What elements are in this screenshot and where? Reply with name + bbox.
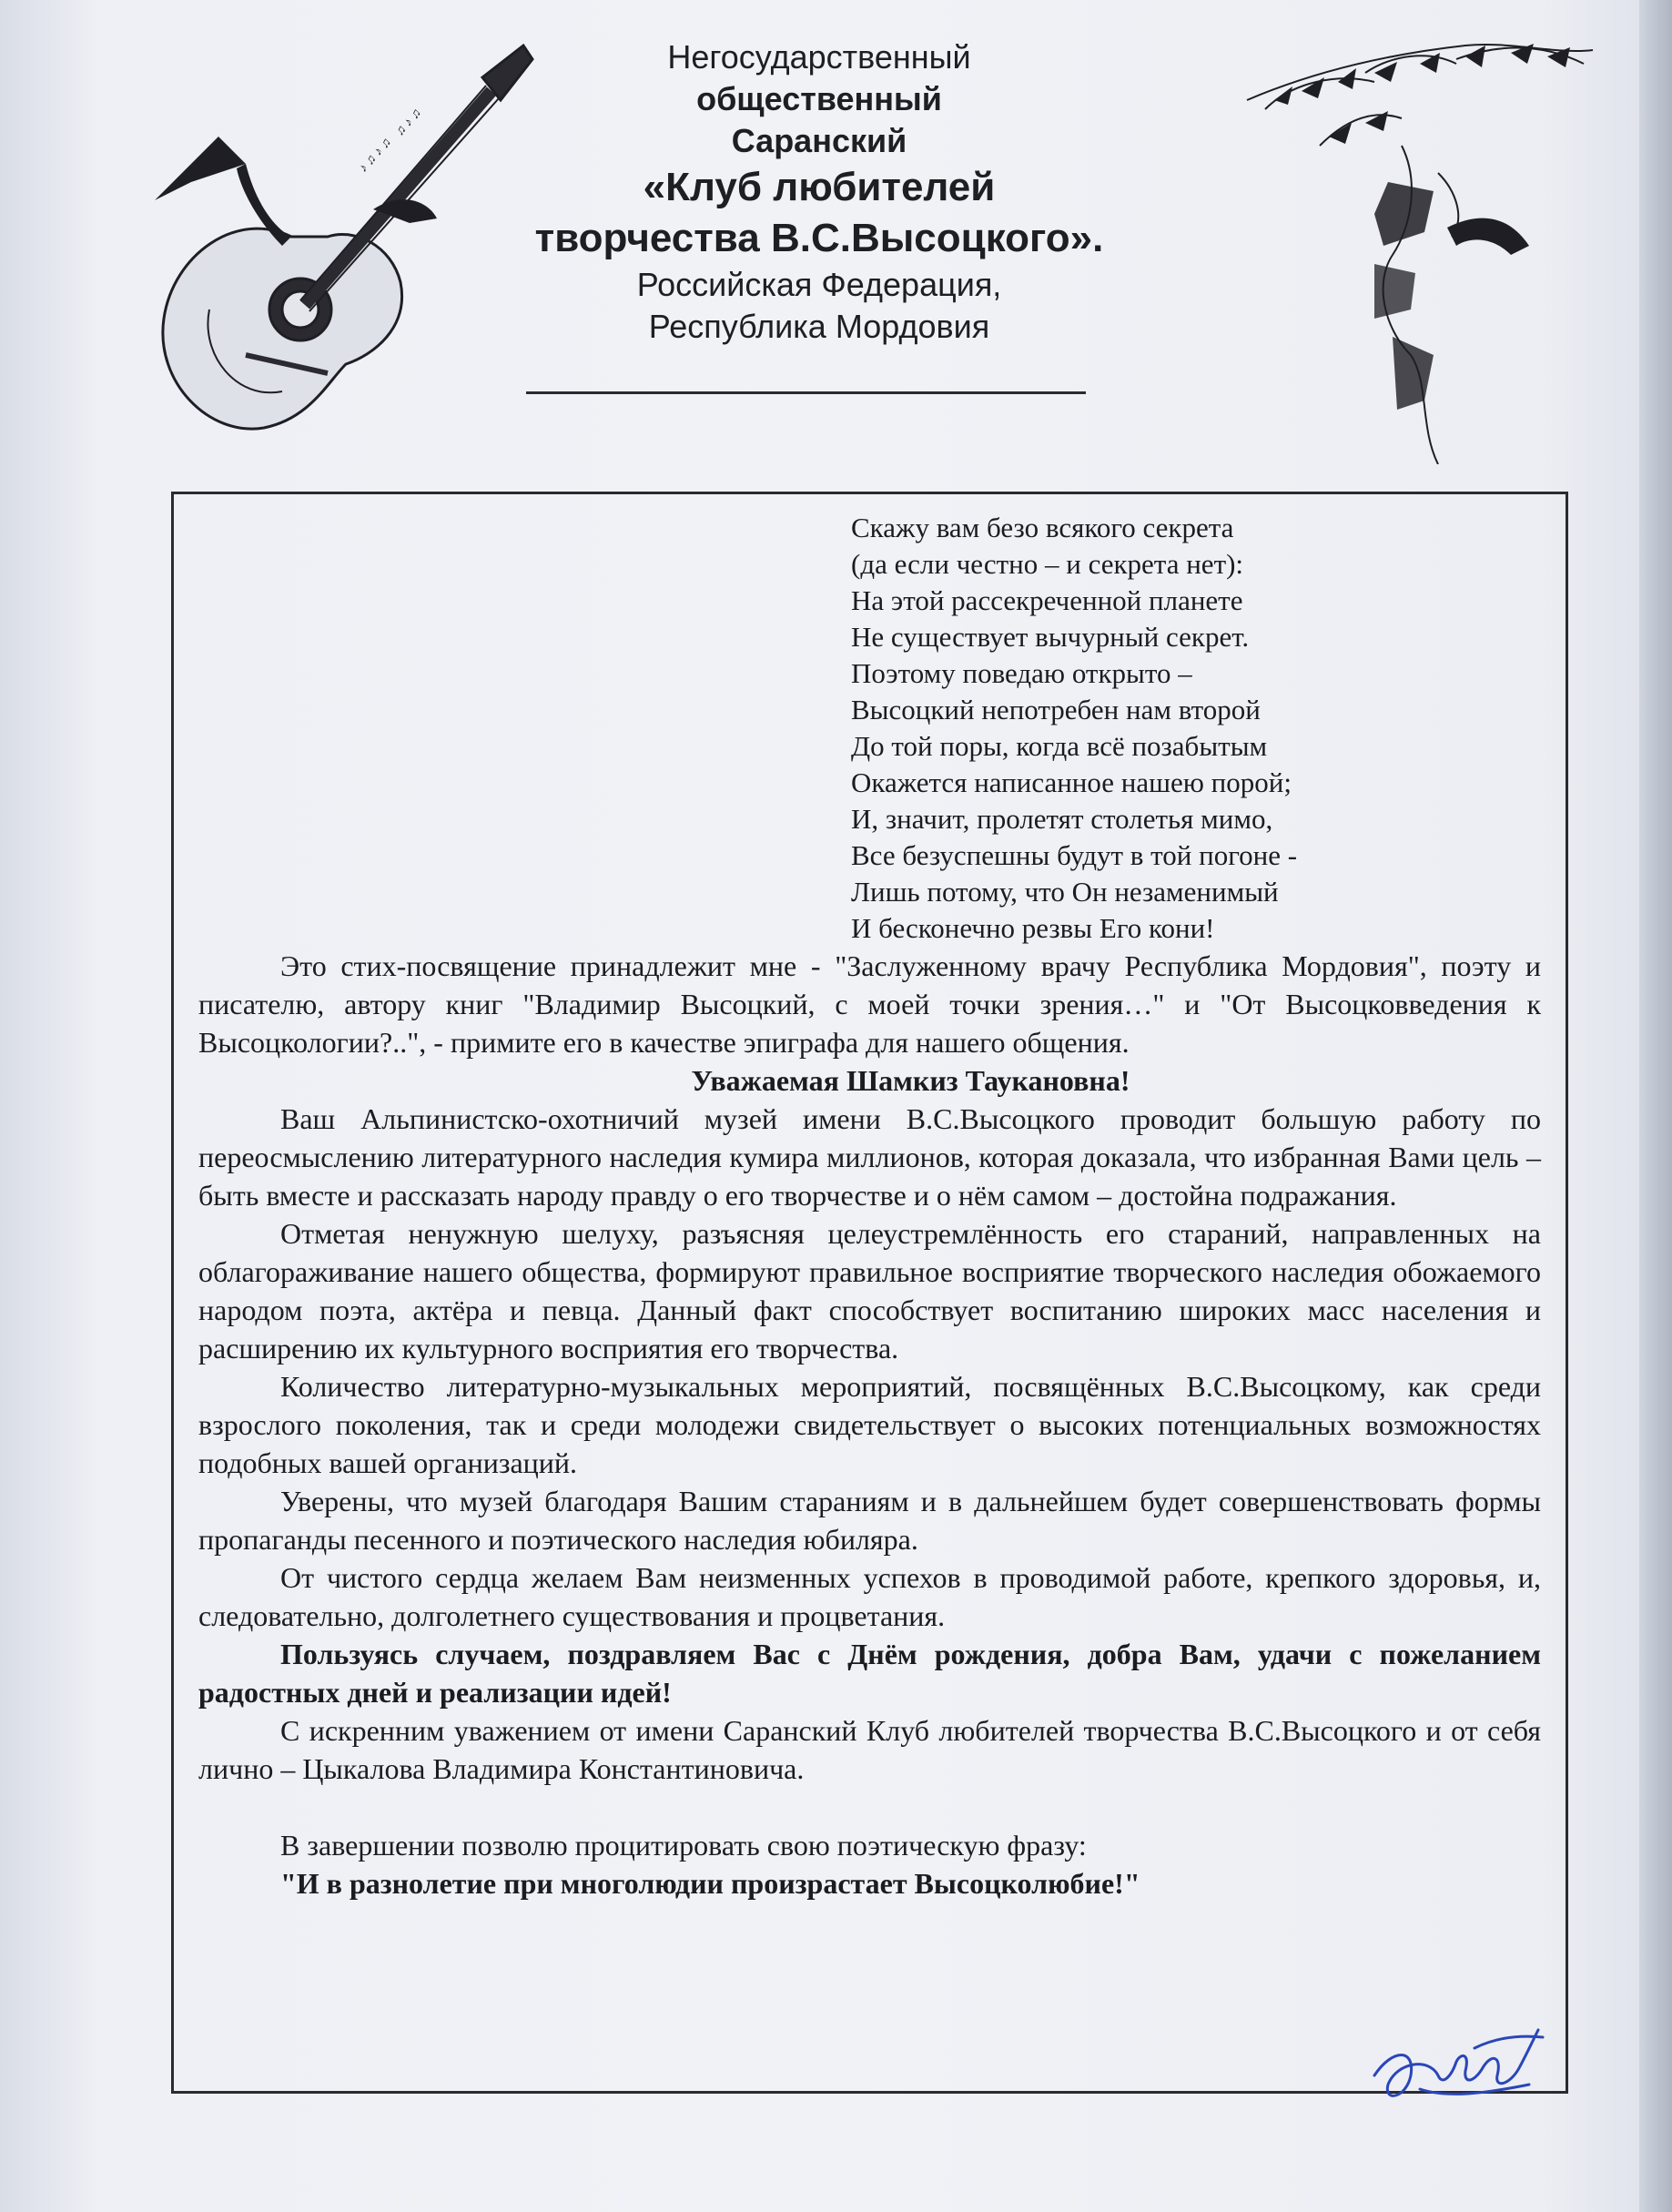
club-name-line-2: творчества В.С.Высоцкого». [534, 216, 1104, 260]
poem-line: Скажу вам безо всякого секрета [851, 512, 1234, 543]
poem-line: Высоцкий непотребен нам второй [851, 694, 1261, 725]
country-line: Российская Федерация, [636, 266, 1002, 303]
poem-line: Поэтому поведаю открыто – [851, 657, 1192, 689]
body-paragraph: Уверены, что музей благодаря Вашим стараниям и в дальнейшем будет совершенствовать формы пропаганды песенного и поэтического наследия юбиляра. [198, 1485, 1541, 1556]
org-line-1: Негосударственный [667, 38, 971, 76]
body-paragraph: Отметая ненужную шелуху, разъясняя целеустремлённость его стараний, направленных на облагораживание нашего общества, формируют правильное восприятие творческого наследия обожаемого народом поэта, актёра и певца. Данный факт способствует воспитанию широких масс населения и расширению их культурного восприятия его творчества. [198, 1217, 1541, 1365]
poem-line: На этой рассекреченной планете [851, 584, 1243, 616]
page-edge [1639, 0, 1672, 2212]
closing-paragraph: В завершении позволю процитировать свою поэтическую фразу: [280, 1829, 1087, 1862]
letterhead [510, 36, 1129, 348]
org-line-2: общественный [696, 80, 942, 117]
poem-line: (да если честно – и секрета нет): [851, 548, 1244, 580]
vysotsky-portrait-illustration [1238, 36, 1602, 464]
regards-paragraph: С искренним уважением от имени Саранский Клуб любителей творчества В.С.Высоцкого и от себя лично – Цыкалова Владимира Константиновича. [198, 1714, 1541, 1785]
header-underline [526, 391, 1086, 394]
poem-line: Все безуспешны будут в той погоне - [851, 839, 1298, 871]
body-paragraph: От чистого сердца желаем Вам неизменных успехов в проводимой работе, крепкого здоровья, и, следовательно, долголетнего существования и процветания. [198, 1561, 1541, 1632]
epigraph-poem [851, 510, 1488, 947]
poem-line: И бесконечно резвы Его кони! [851, 912, 1215, 944]
poem-line: Окажется написанное нашею порой; [851, 766, 1292, 798]
svg-text:♫ ♪ ♫: ♫ ♪ ♫ [392, 106, 425, 139]
handwritten-signature [1365, 2012, 1556, 2121]
body-paragraph: Количество литературно-музыкальных мероприятий, посвящённых В.С.Высоцкому, как среди взрослого поколения, так и среди молодежи свидетельствует о высоких потенциальных возможностях подобных вашей организаций. [198, 1370, 1541, 1479]
letter-body [198, 947, 1541, 1903]
poem-line: Не существует вычурный секрет. [851, 621, 1250, 653]
region-line: Республика Мордовия [648, 308, 990, 345]
guitar-illustration [100, 27, 537, 455]
greeting: Уважаемая Шамкиз Таукановна! [691, 1064, 1130, 1097]
body-paragraph: Ваш Альпинистско-охотничий музей имени В.С.Высоцкого проводит большую работу по переосмыслению литературного наследия кумира миллионов, которая доказала, что избранная Вами цель – быть вместе и рассказать народу правду о его творчестве и о нём самом – достойна подражания. [198, 1102, 1541, 1212]
org-line-3: Саранский [731, 122, 907, 159]
poem-line: Лишь потому, что Он незаменимый [851, 876, 1279, 908]
birthday-congratulation: Пользуясь случаем, поздравляем Вас с Днём рождения, добра Вам, удачи с пожеланием радостных дней и реализации идей! [198, 1638, 1541, 1709]
poem-line: И, значит, пролетят столетья мимо, [851, 803, 1273, 835]
poem-line: До той поры, когда всё позабытым [851, 730, 1268, 762]
poetic-quote: "И в разнолетие при многолюдии произрастает Высоцколюбие!" [280, 1867, 1140, 1900]
intro-paragraph: Это стих-посвящение принадлежит мне - "Заслуженному врачу Республика Мордовия", поэту и писателю, автору книг "Владимир Высоцкий, с моей точки зрения…" и "От Высоцковведения к Высоцкологии?..", - примите его в качестве эпиграфа для нашего общения. [198, 949, 1541, 1059]
club-name-line-1: «Клуб любителей [643, 165, 996, 209]
svg-text:♪ ♫ ♪ ♫: ♪ ♫ ♪ ♫ [356, 135, 395, 176]
